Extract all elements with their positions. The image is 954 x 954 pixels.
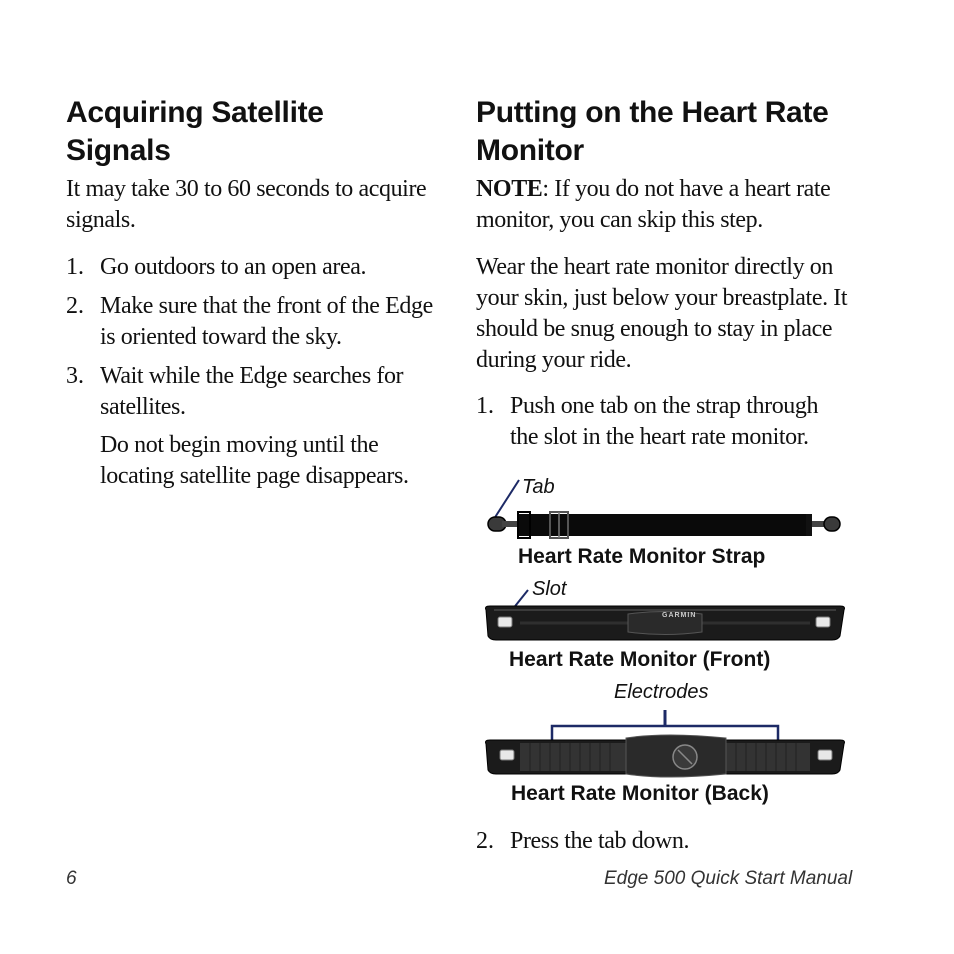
- step-text: Go outdoors to an open area.: [100, 254, 367, 280]
- section-heading-acquiring-signals: Acquiring Satellite Signals: [66, 96, 324, 167]
- page-number: 6: [66, 868, 77, 889]
- tab-label: Tab: [522, 476, 555, 498]
- garmin-brand: GARMIN: [662, 612, 697, 619]
- step-note: Do not begin moving until the locating satellite page disappears.: [100, 432, 409, 489]
- back-illustration: [486, 710, 845, 777]
- step-number: 2.: [476, 828, 494, 854]
- step-number: 2.: [66, 293, 84, 319]
- step-number: 1.: [66, 254, 84, 280]
- step-text: Make sure that the front of the Edge is oriented toward the sky.: [100, 293, 433, 350]
- step-number: 3.: [66, 363, 84, 389]
- wear-paragraph: Wear the heart rate monitor directly on your skin, just below your breastplate. It should be snug enough to stay in place during your ride.: [476, 254, 848, 373]
- intro-paragraph: It may take 30 to 60 seconds to acquire signals.: [66, 176, 427, 233]
- note-paragraph: [476, 174, 856, 236]
- step-number: 1.: [476, 393, 494, 419]
- electrodes-label: Electrodes: [614, 681, 709, 703]
- note-label: NOTE: [476, 176, 543, 202]
- manual-title: Edge 500 Quick Start Manual: [604, 868, 853, 889]
- strap-illustration: [488, 480, 840, 538]
- front-caption: Heart Rate Monitor (Front): [509, 648, 771, 671]
- step-text: Wait while the Edge searches for satellites.: [100, 363, 404, 420]
- slot-label: Slot: [532, 578, 567, 600]
- step-text: Push one tab on the strap through the slot in the heart rate monitor.: [510, 393, 819, 450]
- note-text: : If you do not have a heart rate monitor, you can skip this step.: [476, 176, 831, 233]
- back-caption: Heart Rate Monitor (Back): [511, 782, 769, 805]
- step-text: Press the tab down.: [510, 828, 690, 854]
- figure-drawing: [480, 470, 860, 810]
- strap-caption: Heart Rate Monitor Strap: [518, 545, 766, 568]
- section-heading-heart-rate-monitor: Putting on the Heart Rate Monitor: [476, 96, 829, 167]
